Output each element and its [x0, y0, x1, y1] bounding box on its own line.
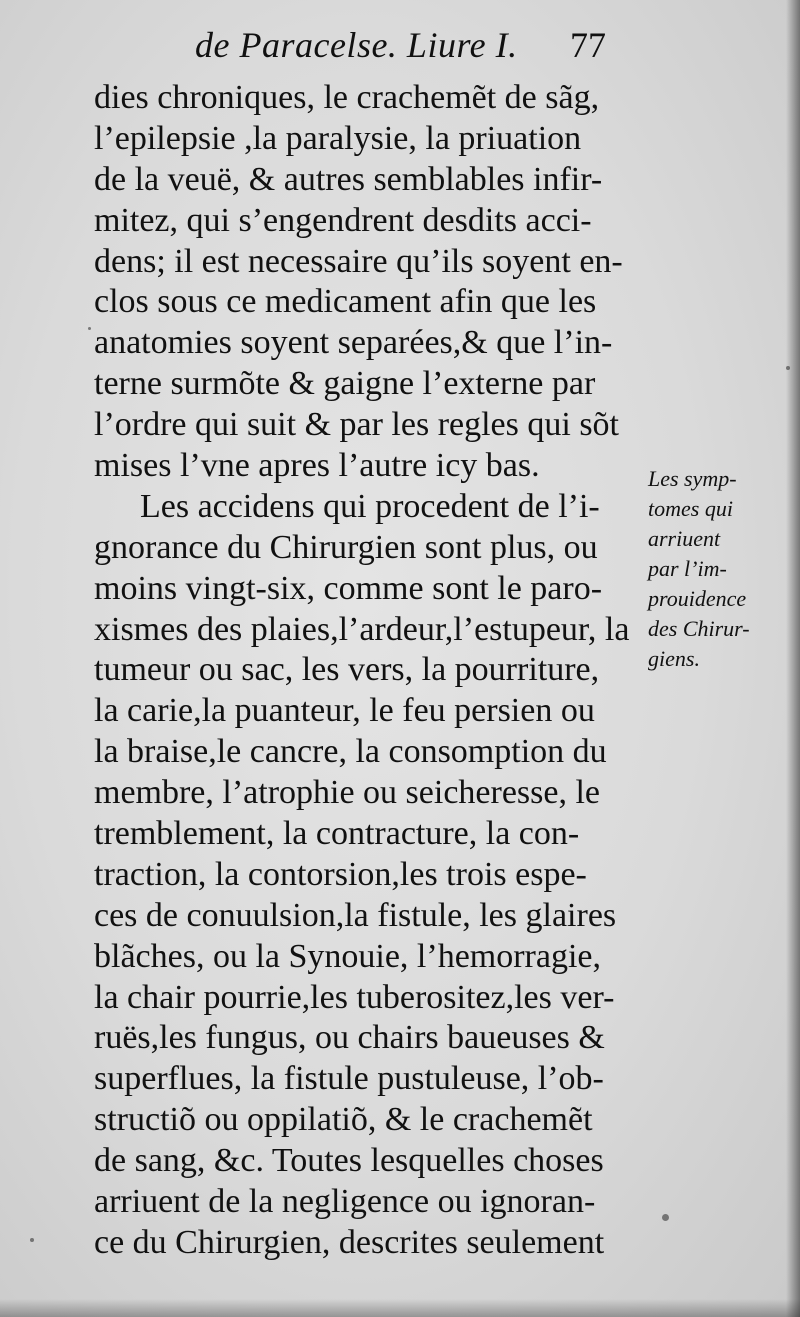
text-line: dies chroniques, le crachemẽt de sãg,	[94, 79, 600, 116]
text-line: mitez, qui s’engendrent desdits acci-	[94, 201, 592, 239]
margin-note-line: Les symp-	[648, 466, 737, 491]
text-line: mises l’vne apres l’autre icy bas.	[94, 447, 540, 485]
text-line: moins vingt-six, comme sont le paro-	[94, 569, 603, 607]
body-text	[94, 78, 654, 1264]
text-line: structiõ ou oppilatiõ, & le crachemẽt	[94, 1101, 593, 1139]
running-title: de Paracelse. Liure I.	[195, 25, 518, 65]
text-line: ces de conuulsion,la fistule, les glaires	[94, 896, 617, 934]
text-line: arriuent de la negligence ou ignoran-	[94, 1183, 596, 1221]
margin-note-line: tomes qui	[648, 496, 733, 521]
text-line: la chair pourrie,les tuberositez,les ver-	[94, 978, 615, 1016]
margin-note-line: prouidence	[648, 586, 747, 611]
margin-note-line: par l’im-	[648, 556, 727, 581]
text-line: terne surmõte & gaigne l’externe par	[94, 365, 596, 403]
margin-note-line: giens.	[648, 646, 700, 671]
text-line: de sang, &c. Toutes lesquelles choses	[94, 1142, 604, 1180]
page-gutter-shadow	[786, 0, 800, 1317]
paragraph-first-line: Les accidens qui procedent de l’i-	[140, 487, 600, 525]
ink-speck	[30, 1238, 34, 1242]
ink-speck	[662, 1214, 669, 1221]
page-bottom-edge	[0, 1299, 800, 1317]
text-line: clos sous ce medicament afin que les	[94, 283, 597, 321]
marginal-note	[648, 464, 793, 674]
text-line: ce du Chirurgien, descrites seulement	[94, 1223, 605, 1261]
text-line: l’epilepsie ,la paralysie, la priuation	[94, 119, 582, 157]
text-line: xismes des plaies,l’ardeur,l’estupeur, la	[94, 610, 630, 648]
text-line: superflues, la fistule pustuleuse, l’ob-	[94, 1060, 604, 1098]
margin-note-line: des Chirur-	[648, 616, 750, 641]
text-line: gnorance du Chirurgien sont plus, ou	[94, 528, 598, 566]
text-line: traction, la contorsion,les trois espe-	[94, 855, 587, 893]
text-line: dens; il est necessaire qu’ils soyent en-	[94, 242, 623, 280]
text-line: la braise,le cancre, la consomption du	[94, 733, 607, 771]
text-line: blãches, ou la Synouie, l’hemorragie,	[94, 937, 602, 975]
text-line: membre, l’atrophie ou seicheresse, le	[94, 774, 601, 812]
page-number: 77	[570, 25, 606, 65]
margin-note-line: arriuent	[648, 526, 721, 551]
text-line: tremblement, la contracture, la con-	[94, 815, 580, 853]
text-line: la carie,la puanteur, le feu persien ou	[94, 692, 595, 730]
text-line: tumeur ou sac, les vers, la pourriture,	[94, 651, 600, 689]
ink-speck	[88, 327, 91, 330]
page-header	[195, 20, 635, 70]
text-line: ruës,les fungus, ou chairs baueuses &	[94, 1019, 605, 1057]
text-line: de la veuë, & autres semblables infir-	[94, 160, 603, 198]
text-line: l’ordre qui suit & par les regles qui sõt	[94, 406, 620, 444]
text-line: anatomies soyent separées,& que l’in-	[94, 324, 613, 362]
